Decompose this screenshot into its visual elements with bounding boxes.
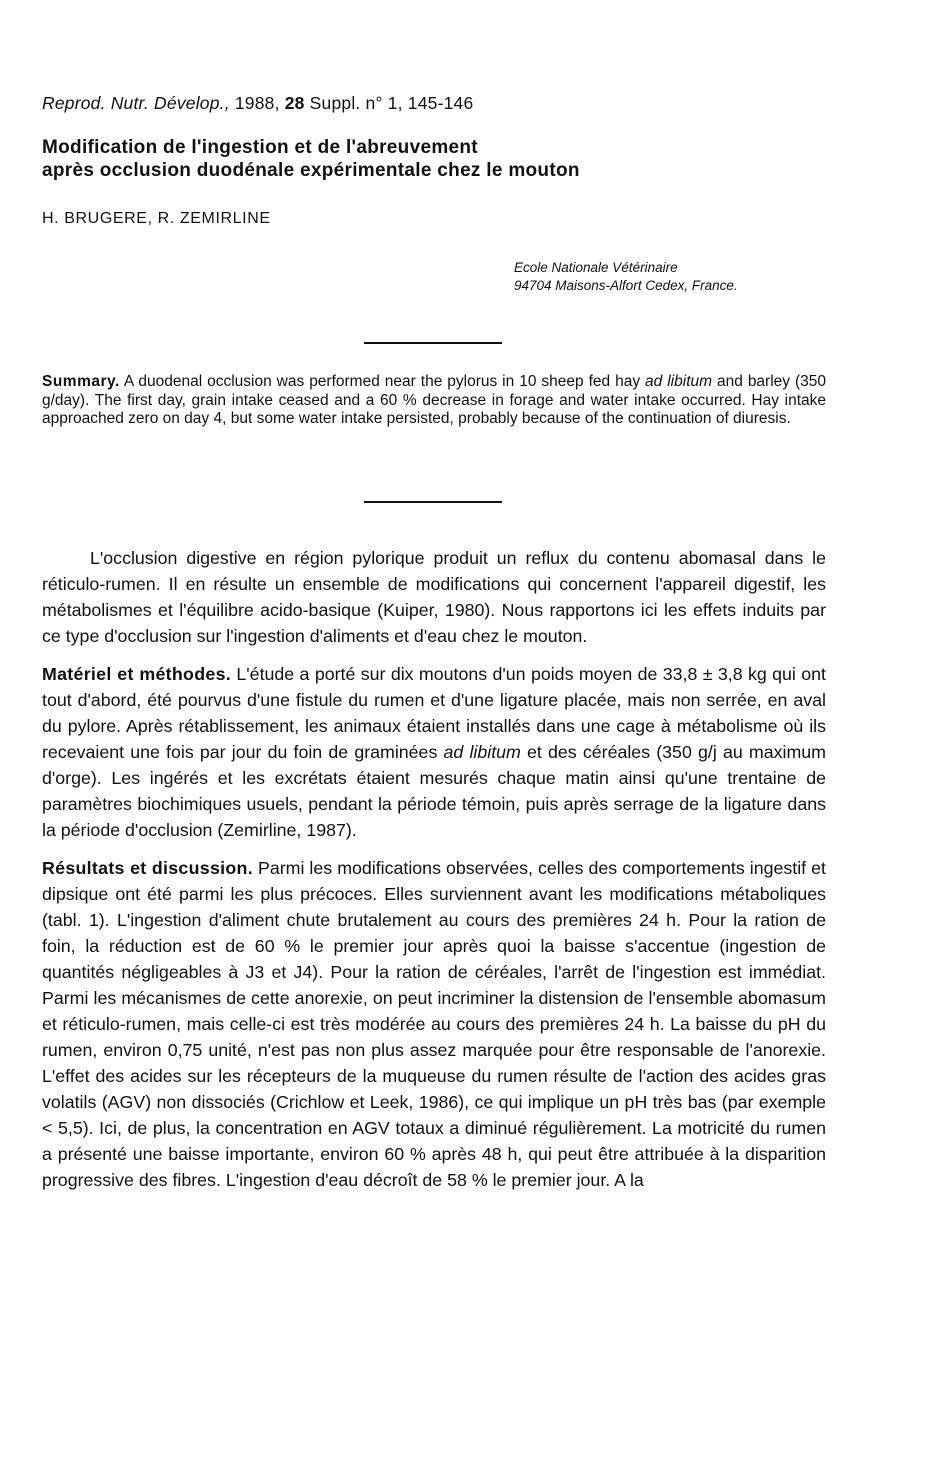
title-line-1: Modification de l'ingestion et de l'abreuvement bbox=[42, 137, 478, 158]
page-range: 145-146 bbox=[407, 93, 474, 113]
intro-paragraph: L'occlusion digestive en région pylorique produit un reflux du contenu abomasal dans le réticulo-rumen. Il en résulte un ensemble de modifications qui concernent l'appareil digestif, les métabolismes et l'équilibre acido-basique (Kuiper, 1980). Nous rapportons ici les effets induits par ce type d'occlusion sur l'ingestion d'aliments et d'eau chez le mouton. bbox=[42, 548, 826, 646]
results-paragraph bbox=[42, 855, 826, 1193]
affiliation bbox=[514, 259, 738, 295]
summary-italic: ad libitum bbox=[645, 373, 713, 390]
methods-text-2: et des céréales (350 g/j au maximum d'orge). Les ingérés et les excrétats étaient mesurés chaque matin ainsi qu'une trentaine de paramètres biochimiques usuels, pendant la période témoin, puis après serrage de la ligature dans la période d'occlusion (Zemirline, 1987). bbox=[42, 742, 826, 840]
summary-abstract bbox=[42, 373, 826, 429]
results-heading: Résultats et discussion. bbox=[42, 858, 253, 878]
divider-top bbox=[364, 342, 502, 344]
methods-heading: Matériel et méthodes. bbox=[42, 664, 231, 684]
journal-name: Reprod. Nutr. Dévelop., bbox=[42, 93, 230, 113]
affiliation-line-2: 94704 Maisons-Alfort Cedex, France. bbox=[514, 278, 738, 293]
summary-text-1: A duodenal occlusion was performed near the pylorus in 10 sheep fed hay bbox=[123, 373, 641, 390]
methods-italic: ad libitum bbox=[443, 742, 521, 762]
divider-bottom bbox=[364, 501, 502, 503]
results-text: Parmi les modifications observées, celles des comportements ingestif et dipsique ont été parmi les plus précoces. Elles surviennent avant les modifications métaboliques (tabl. 1). L'ingestion d'aliment chute brutalement au cours des premières 24 h. Pour la ration de foin, la réduction est de 60 % le premier jour après quoi la baisse s'accentue (ingestion de quantités négligeables à J3 et J4). Pour la ration de céréales, l'arrêt de l'ingestion est immédiat. Parmi les mécanismes de cette anorexie, on peut incriminer la distension de l'ensemble abomasum et réticulo-rumen, mais celle-ci est très modérée au cours des premières 24 h. La baisse du pH du rumen, environ 0,75 unité, n'est pas non plus assez marquée pour être responsable de l'anorexie. L'effet des acides sur les récepteurs de la muqueuse du rumen résulte de l'action des acides gras volatils (AGV) non dissociés (Crichlow et Leek, 1986), ce qui implique un pH très bas (par exemple < 5,5). Ici, de plus, la concentration en AGV totaux a diminué régulièrement. La motricité du rumen a présenté une baisse importante, environ 60 % après 48 h, qui peut être attribuée à la disparition progressive des fibres. L'ingestion d'eau décroît de 58 % le premier jour. A la bbox=[42, 858, 826, 1190]
article-title bbox=[42, 136, 580, 182]
issue-number: Suppl. n° 1, bbox=[309, 93, 403, 113]
affiliation-line-1: Ecole Nationale Vétérinaire bbox=[514, 260, 678, 275]
publication-year: 1988, bbox=[234, 93, 280, 113]
citation-line bbox=[42, 93, 473, 114]
methods-text-1: L'étude a porté sur dix moutons d'un poids moyen de 33,8 ± 3,8 kg qui ont tout d'abord, été pourvus d'une fistule du rumen et d'une ligature placée, mais non serrée, en aval du pylore. Après rétablissement, les animaux étaient installés dans une cage à métabolisme où ils recevaient une fois par jour du foin de graminées bbox=[42, 664, 826, 762]
title-line-2: après occlusion duodénale expérimentale chez le mouton bbox=[42, 160, 580, 181]
article-body bbox=[42, 545, 826, 1205]
volume-number: 28 bbox=[284, 93, 305, 113]
methods-paragraph bbox=[42, 661, 826, 843]
summary-label: Summary. bbox=[42, 373, 120, 390]
author-list: H. BRUGERE, R. ZEMIRLINE bbox=[42, 210, 271, 227]
summary-text-2: and barley (350 g/day). The first day, grain intake ceased and a 60 % decrease in forage and water intake occurred. Hay intake approached zero on day 4, but some water intake persisted, probably because of the continuation of diuresis. bbox=[42, 373, 827, 427]
